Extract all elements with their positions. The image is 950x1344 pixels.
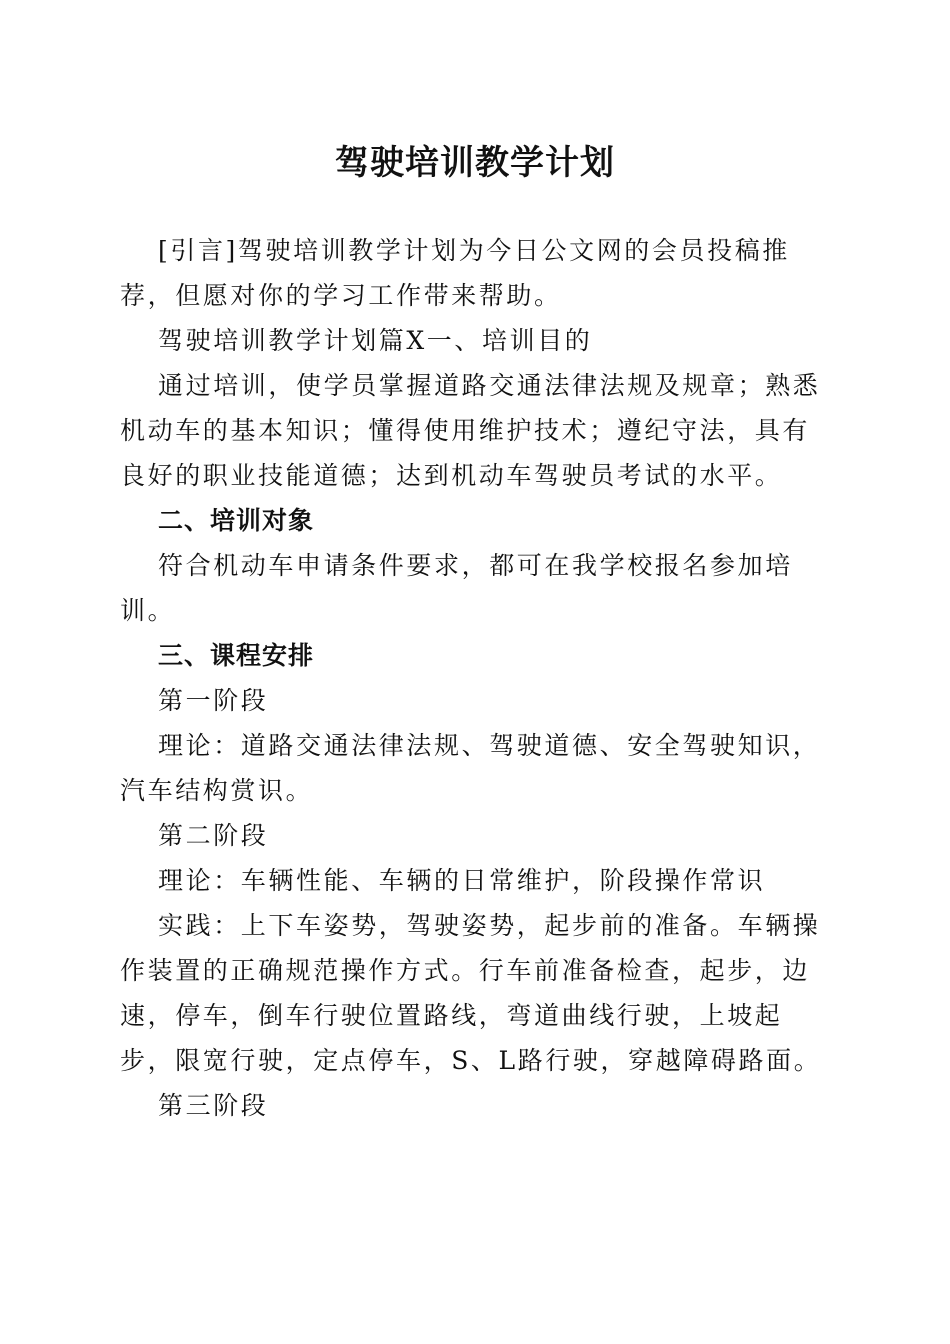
- stage-one-theory: 理论：道路交通法律法规、驾驶道德、安全驾驶知识，汽车结构赏识。: [120, 731, 821, 805]
- section-heading-purpose: 驾驶培训教学计划篇X一、培训目的: [158, 326, 593, 355]
- stage-one-heading: 第一阶段: [158, 686, 269, 715]
- intro-paragraph: [引言]驾驶培训教学计划为今日公文网的会员投稿推荐，但愿对你的学习工作带来帮助。: [120, 236, 790, 310]
- stage-three-heading: 第三阶段: [158, 1091, 269, 1120]
- purpose-paragraph: 通过培训，使学员掌握道路交通法律法规及规章；熟悉机动车的基本知识；懂得使用维护技术；遵纪守法，具有良好的职业技能道德；达到机动车驾驶员考试的水平。: [120, 371, 821, 490]
- section-heading-schedule: 三、课程安排: [158, 641, 315, 670]
- stage-two-heading: 第二阶段: [158, 821, 269, 850]
- document-title: 驾驶培训教学计划: [335, 143, 615, 183]
- stage-two-theory: 理论：车辆性能、车辆的日常维护，阶段操作常识: [158, 866, 766, 895]
- stage-two-practice: 实践：上下车姿势，驾驶姿势，起步前的准备。车辆操作装置的正确规范操作方式。行车前准备检查，起步，边速，停车，倒车行驶位置路线，弯道曲线行驶，上坡起步，限宽行驶，定点停车，S、L路行驶，穿越障碍路面。: [120, 911, 822, 1075]
- target-paragraph: 符合机动车申请条件要求，都可在我学校报名参加培训。: [120, 551, 793, 625]
- document-body: [120, 228, 832, 1128]
- section-heading-target: 二、培训对象: [158, 506, 315, 535]
